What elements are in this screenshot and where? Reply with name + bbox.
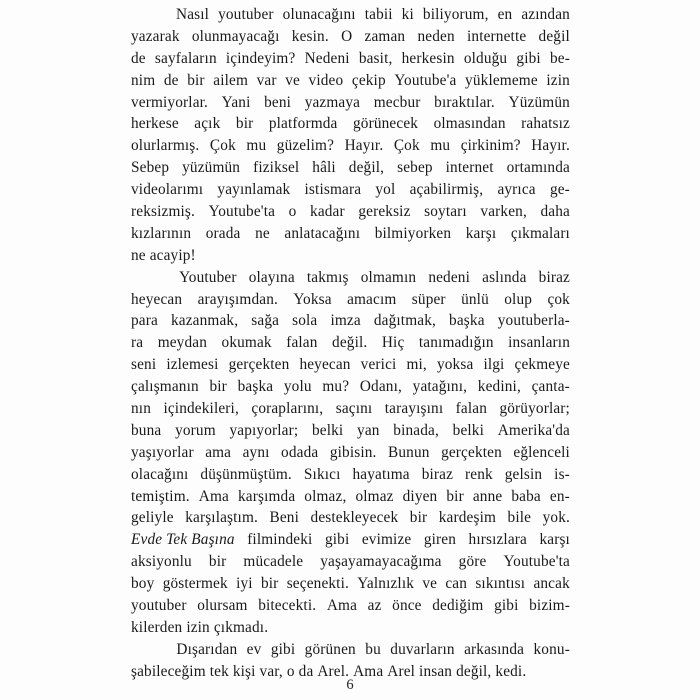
- text-line: [131, 464, 570, 486]
- word: yorum: [175, 421, 216, 439]
- word: daha: [540, 203, 570, 221]
- word: Ama: [353, 662, 384, 680]
- text-line: [131, 376, 570, 398]
- word: bilmiyorken: [374, 224, 452, 242]
- word: mi,: [406, 356, 427, 374]
- word: ge-: [549, 181, 570, 199]
- word: yazmaya: [304, 93, 361, 111]
- text-line: [131, 201, 570, 223]
- word: görüyorlar;: [499, 400, 570, 418]
- word: yüzümün: [182, 159, 241, 177]
- word: sebep: [397, 159, 433, 177]
- word: bir: [208, 553, 227, 571]
- word: gerçekten: [441, 443, 502, 461]
- word: insanların: [508, 334, 570, 352]
- word: aynı: [242, 443, 270, 461]
- paragraph-indent: [131, 267, 167, 289]
- word: gibi: [270, 640, 296, 658]
- word: değil,: [456, 662, 492, 680]
- word: sayfaların: [154, 49, 217, 67]
- word: istismara: [304, 181, 362, 199]
- word: falan: [286, 334, 318, 352]
- word: Beni: [269, 509, 300, 527]
- word: Arel: [387, 662, 416, 680]
- word: Hiç: [381, 334, 405, 352]
- word: olmaz: [355, 487, 394, 505]
- word: kardeşim: [438, 509, 497, 527]
- text-line: [131, 310, 570, 332]
- word: açabilirmiş,: [409, 181, 484, 199]
- word: ortamında: [506, 159, 570, 177]
- word: bir: [260, 575, 279, 593]
- word: amacım: [347, 290, 397, 308]
- word: Çok: [209, 137, 236, 155]
- word: da: [298, 662, 314, 680]
- text-line: [131, 420, 570, 442]
- word: baba: [511, 487, 541, 505]
- word: var,: [259, 662, 283, 680]
- word: ayrıca: [497, 181, 536, 199]
- word: izin: [186, 618, 210, 636]
- word: çanta-: [531, 378, 570, 396]
- word: bitecekti.: [258, 597, 317, 615]
- word: çıkmadı.: [213, 618, 269, 636]
- word: değil,: [348, 159, 385, 177]
- word: kilerden: [131, 618, 183, 636]
- text-line: [131, 48, 570, 70]
- word: izlemesi: [166, 356, 219, 374]
- word: eğlenceli: [513, 443, 570, 461]
- text-line: [131, 289, 570, 311]
- text-line: [131, 70, 570, 92]
- text-line: [131, 595, 570, 617]
- word: yaşıyorlar: [131, 443, 194, 461]
- word: şabileceğim: [131, 662, 206, 680]
- word: var: [256, 71, 277, 89]
- word: Youtube'ta: [208, 203, 276, 221]
- word: göre: [458, 553, 487, 571]
- word: yatağını,: [412, 378, 468, 396]
- word: belki: [452, 421, 485, 439]
- word: Odanı,: [359, 378, 402, 396]
- word: kesin.: [291, 27, 329, 45]
- word: nedeni: [428, 268, 471, 286]
- word: hâli: [312, 159, 336, 177]
- word: mecbur: [373, 93, 421, 111]
- word: yok.: [542, 509, 570, 527]
- word: başka: [449, 312, 485, 330]
- word: duvarların: [390, 640, 455, 658]
- paragraph-indent: [131, 639, 167, 661]
- word: buna: [131, 421, 162, 439]
- word: gibisin.: [329, 443, 377, 461]
- word: herkesin: [401, 49, 455, 67]
- word: aksiyonlu: [131, 553, 192, 571]
- word: yapıyorlar;: [229, 421, 299, 439]
- word: giren: [423, 531, 457, 549]
- text-line: [131, 551, 570, 573]
- word: bir: [209, 378, 227, 396]
- word: mu: [246, 137, 267, 155]
- word: tabii: [364, 6, 393, 23]
- word: yan: [357, 421, 380, 439]
- word: düşünmüştüm.: [200, 465, 292, 483]
- word: falan: [455, 400, 488, 418]
- word: ilgi: [483, 356, 505, 374]
- word: kedi.: [495, 662, 527, 680]
- word: bu: [365, 640, 381, 658]
- word: sağa: [251, 312, 280, 330]
- word: karşı: [539, 531, 570, 549]
- word: olurlarmış.: [131, 137, 200, 155]
- word: bir: [235, 115, 254, 133]
- word: hırsızlara: [468, 531, 527, 549]
- word: tek: [209, 662, 229, 680]
- word: yol: [375, 181, 396, 199]
- word: Çok: [393, 137, 420, 155]
- word: olunmayacağı: [191, 27, 280, 45]
- page-text-block: [131, 4, 570, 683]
- word: anne: [472, 487, 503, 505]
- word: iyi: [236, 575, 253, 593]
- word: gelsin: [504, 465, 543, 483]
- word: Ama: [198, 487, 229, 505]
- word: yayınlamak: [217, 181, 291, 199]
- word: seni: [131, 356, 157, 374]
- word: youtuberla-: [497, 312, 570, 330]
- word: ünlü: [461, 290, 489, 308]
- word: ra: [131, 334, 144, 352]
- word: bir: [187, 71, 205, 89]
- word: Ama: [326, 597, 358, 615]
- text-line: [131, 113, 570, 135]
- word: internet: [445, 159, 494, 177]
- word: süper: [411, 290, 446, 308]
- word: orada: [205, 224, 241, 242]
- word: başka: [237, 378, 274, 396]
- word: heyecan: [131, 290, 183, 308]
- word: açık: [194, 115, 221, 133]
- text-line: [131, 92, 570, 114]
- word: ve: [422, 575, 438, 593]
- word: biraz: [538, 268, 570, 286]
- word: para: [131, 312, 158, 330]
- word: yüklememe: [465, 71, 538, 89]
- text-line: [131, 486, 570, 508]
- word: herkese: [131, 115, 179, 133]
- word: içindeyim?: [225, 49, 296, 67]
- text-line: [131, 223, 570, 245]
- word: ailem: [213, 71, 248, 89]
- word: dediğim: [432, 597, 484, 615]
- word: yazarak: [131, 27, 180, 45]
- word: hayatıma: [352, 465, 410, 483]
- word: olmamın: [360, 268, 417, 286]
- word: sola: [292, 312, 318, 330]
- paragraph: [131, 4, 570, 267]
- word: olacağını: [131, 465, 189, 483]
- word: Youtube'a: [394, 71, 457, 89]
- word: konu-: [533, 640, 570, 658]
- word: boy: [131, 575, 155, 593]
- word: Sıkıcı: [303, 465, 341, 483]
- word: ev: [246, 640, 262, 658]
- word: kedini,: [477, 378, 521, 396]
- word: saçını: [335, 400, 373, 418]
- word: verici: [360, 356, 397, 374]
- word: renk: [465, 465, 493, 483]
- word: imza: [330, 312, 361, 330]
- word: arayışımdan.: [197, 290, 278, 308]
- word: olup: [504, 290, 533, 308]
- word: meydan: [157, 334, 208, 352]
- word: Amerika'da: [497, 421, 570, 439]
- word: karşı: [465, 224, 497, 242]
- word: Yani: [221, 93, 251, 111]
- word: bile: [507, 509, 532, 527]
- text-line: [131, 4, 570, 26]
- word: mu: [430, 137, 451, 155]
- word: tanımadığın: [418, 334, 494, 352]
- word: Bunun: [388, 443, 430, 461]
- word: en-: [549, 487, 570, 505]
- word: bıraktılar.: [434, 93, 495, 111]
- word: Yalnızlık: [357, 575, 415, 593]
- paragraph: [131, 267, 570, 639]
- word: mücadele: [243, 553, 304, 571]
- word: Hayır.: [344, 137, 384, 155]
- word: Arel.: [317, 662, 350, 680]
- text-line: [131, 398, 570, 420]
- text-line: [131, 507, 570, 529]
- word: can: [445, 575, 468, 593]
- word: güzelim?: [276, 137, 335, 155]
- text-line: [131, 135, 570, 157]
- word: geliyle: [131, 509, 174, 527]
- word: kazanmak,: [171, 312, 239, 330]
- word: de: [131, 49, 146, 67]
- word: ancak: [533, 575, 570, 593]
- word: çirkinim?: [460, 137, 521, 155]
- word: temiştim.: [131, 487, 190, 505]
- word: rahatsız: [521, 115, 570, 133]
- word: heyecan: [299, 356, 351, 374]
- word: bir: [446, 487, 464, 505]
- word: gereksiz: [358, 203, 411, 221]
- word: Nasıl: [176, 6, 210, 23]
- word: ne: [131, 246, 146, 264]
- word: vermiyorlar.: [131, 93, 209, 111]
- word: varken,: [480, 203, 527, 221]
- text-line: [131, 245, 570, 267]
- text-line: [131, 332, 570, 354]
- word: karşımda: [237, 487, 296, 505]
- word: o: [288, 203, 297, 221]
- word: be-: [549, 49, 570, 67]
- word: kızlarının: [131, 224, 192, 242]
- word: Hayır.: [531, 137, 570, 155]
- word: çekmeye: [514, 356, 570, 374]
- word: Youtuber: [179, 268, 237, 286]
- word: çalışmanın: [131, 378, 199, 396]
- word: Yoksa: [293, 290, 332, 308]
- word: sıkıntısı: [475, 575, 526, 593]
- word: olmaz,: [304, 487, 347, 505]
- word: beni: [264, 93, 292, 111]
- word: göstermek: [162, 575, 228, 593]
- italic-title: Evde Tek Başına: [131, 531, 235, 549]
- word: biraz: [421, 465, 454, 483]
- word: aslında: [482, 268, 527, 286]
- word: diyen: [402, 487, 438, 505]
- word: fiziksel: [253, 159, 300, 177]
- text-line: [131, 157, 570, 179]
- word: platformda: [268, 115, 338, 133]
- paragraph-indent: [131, 4, 167, 26]
- word: değil: [538, 27, 570, 45]
- page-number: 6: [346, 677, 354, 693]
- text-line: [131, 267, 570, 289]
- word: internette: [467, 27, 527, 45]
- word: olayına: [248, 268, 295, 286]
- word: filmindeki: [247, 531, 313, 549]
- word: de: [163, 71, 179, 89]
- word: dağıtmak,: [373, 312, 436, 330]
- word: ne: [255, 224, 270, 242]
- word: takmış: [306, 268, 349, 286]
- word: azından: [521, 6, 570, 23]
- word: anlatacağını: [284, 224, 361, 242]
- word: tarayışını: [384, 400, 444, 418]
- word: basit,: [358, 49, 393, 67]
- word: çekip: [351, 71, 386, 89]
- text-line: [131, 639, 570, 661]
- word: neden: [417, 27, 455, 45]
- text-line: [131, 442, 570, 464]
- text-line: [131, 179, 570, 201]
- word: youtuber: [131, 597, 187, 615]
- word: biliyorum,: [422, 6, 489, 23]
- text-line: [131, 617, 570, 639]
- word: içindekileri,: [163, 400, 239, 418]
- text-line: [131, 573, 570, 595]
- word: o: [286, 662, 295, 680]
- word: yaşayamayacağıma: [320, 553, 442, 571]
- word: en: [497, 6, 513, 23]
- word: evimize: [361, 531, 412, 549]
- word: belki: [311, 421, 344, 439]
- word: gibi: [324, 531, 350, 549]
- word: seçenekti.: [286, 575, 349, 593]
- text-line: [131, 26, 570, 48]
- word: ki: [401, 6, 414, 23]
- word: karşılaştım.: [185, 509, 258, 527]
- word: Nedeni: [304, 49, 350, 67]
- text-line: [131, 529, 570, 551]
- word: zaman: [364, 27, 406, 45]
- word: az: [367, 597, 382, 615]
- word: binada,: [393, 421, 439, 439]
- word: O: [341, 27, 353, 45]
- word: video: [308, 71, 344, 89]
- word: bir: [409, 509, 428, 527]
- word: görünecek: [352, 115, 419, 133]
- word: bizim-: [529, 597, 570, 615]
- word: gerçekten: [228, 356, 290, 374]
- word: gibi: [516, 49, 541, 67]
- word: çoraplarını,: [251, 400, 324, 418]
- word: Dışarıdan: [176, 640, 238, 658]
- word: insan: [419, 662, 453, 680]
- word: acayip!: [149, 246, 196, 264]
- word: çok: [547, 290, 570, 308]
- word: youtuber: [218, 6, 274, 23]
- word: ama: [205, 443, 232, 461]
- word: olmasından: [433, 115, 506, 133]
- word: okumak: [221, 334, 272, 352]
- word: kişi: [232, 662, 256, 680]
- word: değil.: [332, 334, 368, 352]
- word: videolarımı: [131, 181, 204, 199]
- word: izin: [546, 71, 570, 89]
- word: mu?: [322, 378, 350, 396]
- word: olduğu: [463, 49, 508, 67]
- word: gibi: [494, 597, 519, 615]
- word: soytarı: [424, 203, 467, 221]
- word: is-: [554, 465, 570, 483]
- word: Youtube'ta: [503, 553, 570, 571]
- text-line: [131, 354, 570, 376]
- word: kadar: [310, 203, 345, 221]
- word: olunacağını: [282, 6, 356, 23]
- word: nın: [131, 400, 152, 418]
- word: çıkmaları: [510, 224, 570, 242]
- word: Yüzümün: [508, 93, 570, 111]
- word: yolu: [283, 378, 312, 396]
- word: nim: [131, 71, 156, 89]
- word: görünen: [304, 640, 356, 658]
- word: ve: [285, 71, 300, 89]
- word: yoksa: [436, 356, 474, 374]
- word: arkasında: [464, 640, 525, 658]
- word: Sebep: [131, 159, 170, 177]
- word: destekleyecek: [310, 509, 399, 527]
- word: önce: [392, 597, 422, 615]
- word: reksizmiş.: [131, 203, 195, 221]
- word: odada: [281, 443, 319, 461]
- word: olursam: [197, 597, 248, 615]
